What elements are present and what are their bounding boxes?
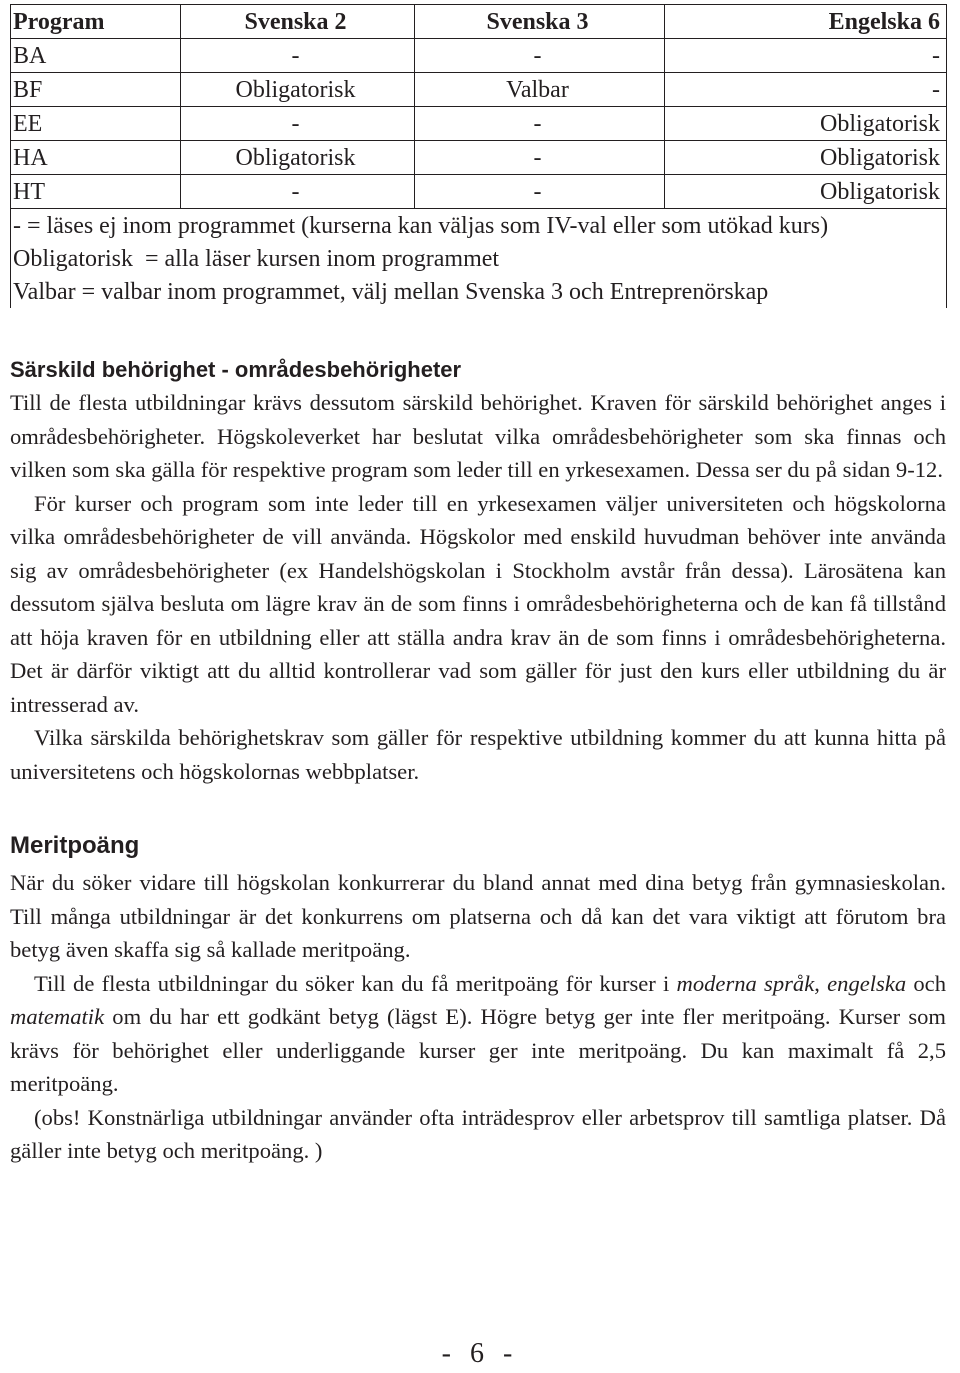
- text-run: om du har ett godkänt betyg (lägst E). Högre betyg ger inte fler meritpoäng. Kurser som krävs för behörighet eller underliggande kurser ger inte meritpoäng. Du kan maximalt få 2,5 meritpoäng.: [10, 1004, 946, 1096]
- cell-svenska-2: -: [181, 175, 415, 209]
- paragraph: När du söker vidare till högskolan konkurrerar du bland annat med dina betyg från gymnasieskolan. Till många utbildningar är det konkurrens om platserna och då kan det vara viktigt att förutom bra betyg även skaffa sig så kallade meritpoäng.: [10, 870, 946, 962]
- cell-svenska-3: -: [415, 175, 665, 209]
- cell-svenska-2: Obligatorisk: [181, 141, 415, 175]
- cell-engelska-6: -: [665, 73, 947, 107]
- cell-svenska-3: -: [415, 39, 665, 73]
- header-svenska-2: Svenska 2: [181, 5, 415, 39]
- cell-svenska-3: -: [415, 141, 665, 175]
- section-heading-meritpoang: Meritpoäng: [10, 832, 140, 859]
- table-legend-row: [11, 209, 947, 243]
- table-row: [11, 73, 947, 107]
- paragraph: Vilka särskilda behörighetskrav som gäller för respektive utbildning kommer du att kunna hitta på universitetens och högskolornas webbplatser.: [10, 725, 946, 784]
- table-legend-row: [11, 275, 947, 308]
- legend-dash: - = läses ej inom programmet (kurserna kan väljas som IV-val eller som utökad kurs): [11, 209, 947, 243]
- paragraph: För kurser och program som inte leder till en yrkesexamen väljer universiteten och högskolorna vilka områdesbehörigheter de vill använda. Högskolor med enskild huvudman behöver inte använda sig av områdesbehörigheter (ex Handelshögskolan i Stockholm avstår från dessa). Lärosätena kan dessutom själva besluta om lägre krav än de som finns i områdesbehörigheterna och de kan få tillstånd att höja kraven för en utbildning eller att ställa andra krav än de som finns i områdesbehörigheterna. Det är därför viktigt att du alltid kontrollerar vad som gäller för just den kurs eller utbildning du är intresserad av.: [10, 490, 946, 717]
- section-heading-sarskild-behorighet: Särskild behörighet - områdesbehörigheter: [10, 357, 462, 382]
- emphasis-engelska: engelska: [827, 970, 907, 996]
- emphasis-matematik: matematik: [10, 1004, 105, 1029]
- cell-svenska-3: -: [415, 107, 665, 141]
- table-row: [11, 39, 947, 73]
- table-header-row: [11, 5, 947, 39]
- cell-program: EE: [11, 107, 181, 141]
- cell-svenska-2: -: [181, 107, 415, 141]
- text-run: ,: [814, 970, 828, 996]
- emphasis-moderna-sprak: moderna språk: [676, 970, 815, 996]
- table-row: [11, 175, 947, 209]
- cell-program: HA: [11, 141, 181, 175]
- cell-program: HT: [11, 175, 181, 209]
- cell-svenska-3: Valbar: [415, 73, 665, 107]
- header-svenska-3: Svenska 3: [415, 5, 665, 39]
- program-course-table: [10, 4, 947, 308]
- text-run: Till de flesta utbildningar du söker kan du få meritpoäng för kurser i: [34, 970, 677, 996]
- cell-svenska-2: -: [181, 39, 415, 73]
- header-program: Program: [11, 5, 181, 39]
- table-row: [11, 107, 947, 141]
- legend-valbar: Valbar = valbar inom programmet, välj mellan Svenska 3 och Entreprenörskap: [11, 275, 947, 308]
- paragraph-meritpoang-courses: [10, 967, 946, 1101]
- cell-engelska-6: Obligatorisk: [665, 175, 947, 209]
- document-page: [10, 4, 946, 1168]
- cell-engelska-6: Obligatorisk: [665, 141, 947, 175]
- page-number: - 6 -: [441, 1338, 519, 1369]
- text-run: och: [906, 970, 947, 996]
- legend-obligatorisk: Obligatorisk = alla läser kursen inom programmet: [11, 242, 947, 275]
- cell-engelska-6: Obligatorisk: [665, 107, 947, 141]
- table-row: [11, 141, 947, 175]
- cell-program: BF: [11, 73, 181, 107]
- header-engelska-6: Engelska 6: [665, 5, 947, 39]
- cell-engelska-6: -: [665, 39, 947, 73]
- paragraph: (obs! Konstnärliga utbildningar använder ofta inträdesprov eller arbetsprov till samtliga platser. Då gäller inte betyg och meritpoäng. ): [10, 1104, 946, 1163]
- cell-program: BA: [11, 39, 181, 73]
- cell-svenska-2: Obligatorisk: [181, 73, 415, 107]
- table-legend-row: [11, 242, 947, 275]
- paragraph: Till de flesta utbildningar krävs dessutom särskild behörighet. Kraven för särskild behörighet anges i områdesbehörigheter. Högskoleverket har beslutat vilka områdesbehörigheter som ska finnas och vilken som ska gälla för respektive program som leder till en yrkesexamen. Dessa ser du på sidan 9-12.: [10, 390, 946, 482]
